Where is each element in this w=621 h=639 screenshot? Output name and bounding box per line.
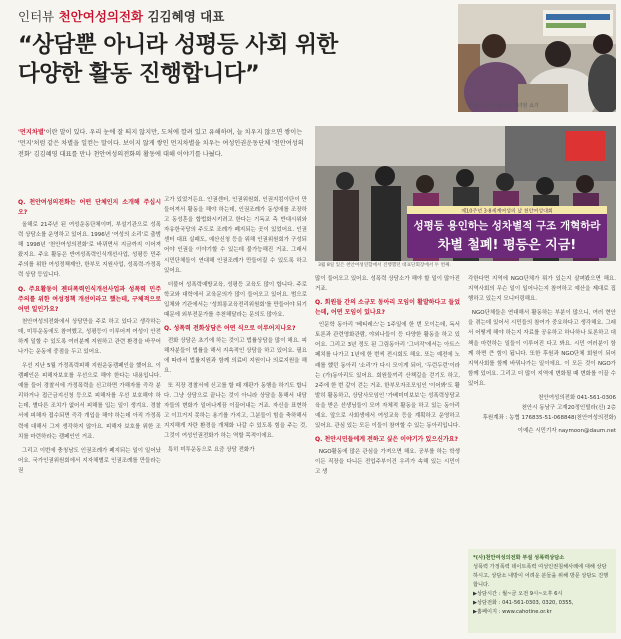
answer-paragraph: 우선 지난 5월 가정폭력피해 지원운동캠페인을 했어요. 이 캠페인은 피해자보호를 우선으로 해야 한다는 내용입니다. 예를 들어 경찰서에 가정폭력을 신고하면 가해자를 즉각 분리하거나 접근금지신청 등으로 피해자를 우선 보호해야 하는데, 별다른 조치가 없어서 피해를 입는 일이 생겨요. 경찰서에 피해자 접수되면 즉각 개입을 해야 하는데 아직 가정폭력에 대해서 그저 생각하지 않아요. 피해자 보호를 위한 조치를 마련하라는 캠페인인 거죠. <box>18 362 161 440</box>
interview-photo-caption: 인생 이유적, 동아니 자녀된 쇼기 <box>468 103 539 109</box>
answer-paragraph: 또 직장 경찰서에 신고를 할 때 재판가 동행을 하기도 합니다. 그냥 상담으로 끝나는 것이 아니라 상담을 통해서 내담자들의 변화가 일어나게끔 이끌어내는 거죠. 자신을 표현하고 이끄거지 못하는 용기를 가지고, 그분들이 힘을 축하해서 지지해게 자란 환경을 개체화 나갈 수 있도록 힘을 주는 것, 그것이 여성인권전화가 하는 역할 목적이에요. <box>164 382 307 439</box>
answer-paragraph: 고가 있었거든요. 인권센터, 인권위원회, 인권지킴이단이 만들어져서 활동을 해야 하는데, 인권조례가 동성애를 조장하고 동성혼을 합법화시키려고 한다는 기독교 측 반대시위와 자유한국당의 주도로 조례가 폐지되는 곳이 있었어요. 인권센터 대표 실패도, 예산신청 등을 위해 인권위원회가 구성되어야 인권을 이야기할 수 있는데 불가능해진 거죠. 그래서 시민단체들이 연대해 인권조례가 만들어질 수 있도록 하고 있어요. <box>164 197 307 274</box>
column-4 <box>468 274 616 436</box>
answer-paragraph: 그리고 이번에 충청남도 인권조례가 폐지되는 일이 일어났어요. 국가인권위원회에서 지자체별로 인권조례를 만들라는 권 <box>18 447 161 474</box>
question-5: Q. 천안시민들에게 전하고 싶은 이야기가 있으신가요? <box>315 436 459 444</box>
headline <box>18 31 338 89</box>
info-box-phone: ▶상담전화 : 041-561-0303, 0320, 0355, <box>473 600 574 606</box>
info-box <box>468 549 616 633</box>
rally-photo-image <box>315 126 616 261</box>
rally-photo-caption: 3월 8일 있은 천안여성연합에서 진행했던 대표단회장에서 두 번째. <box>318 263 451 268</box>
info-box-title: *(사)천안여성의전화 부설 성폭력상담소 <box>473 555 565 561</box>
interview-photo <box>458 4 616 112</box>
answer-paragraph: 많이 들어오고 있어요. 성폭력 상담소가 해야 할 일이 많아진 거죠. <box>315 276 460 293</box>
column-1 <box>18 195 161 480</box>
info-box-hours: ▶상담시간 : 월~금 오전 9시~오후 6시 <box>473 591 563 597</box>
headline-line-2: 다양한 활동 진행합니다” <box>18 61 260 87</box>
answer-paragraph: 각한다면 지역에 NGO단체가 뭐가 있는지 살펴봤으면 해요. 지역사회의 무슨 일이 일어나는지 참여하고 예산을 제대로 집행하고 있는지 모니터링해요. <box>468 276 616 303</box>
info-box-homepage: ▶홈페이지 : www.cahotine.or.kr <box>473 609 552 615</box>
answer-paragraph: 인문학 동아리 '베티레스'는 1주일에 한 번 모이는데, 독서토론과 관련영화관람, 야외나들이 등 다양한 활동을 하고 있어요. 그리고 3년 정도 된 그림동아리 '그녀작'에서는 아트스페치를 나가고 1년에 한 번씩 전시회도 해요. 또는 예전에 노래를 했던 동아리 '소리'가 다시 모이게 되어, '두런두런'이라는 (가)동아리도 있어요. 회원들끼리 산책길을 걷기도 하고, 2주에 한 번 같이 걷는 거죠. 한부모자조모임인 '이어봐'도 활발히 활동하고, 상담사모임인 '가베미미보보'는 성폭력상담교육을 받은 선생님들이 모여 자체적 활동을 하고 있는 동아리예요. 앞으로 사회생에서 여성교육 등을 계획하고 운영하고 있어요. 관심 있는 모든 이들이 참여할 수 있는 동아리입니다. <box>315 322 460 430</box>
answer-paragraph: 더불어 성폭력예방교육, 성평등 교육도 많이 합니다. 주로 학교와 대학에서 교육문의가 많이 들어오고 있어요. 범으로 입체와 기관에서는 '성희롱교육전리위원회'를 만들어야 되기 때문에 외부전문가를 추천해달라는 문의도 많아요. <box>164 281 307 319</box>
donation-account: 후원계좌 : 농협 176835-51-068848(천안여성의전화) <box>482 415 616 422</box>
interview-photo-image <box>458 4 616 112</box>
answer-paragraph: 전화 상담은 초기에 하는 것이고 법률상담을 많이 해요. 피해자분들이 법률을 해서 지속적인 상담을 하고 있어요. 필요에 따라서 법률지원과 함께 의료비 지원이나 의료지원을 해요. <box>164 338 307 375</box>
banner-top-text: 제10주년 3·8세계여성의 날 천안여성대회 <box>461 208 553 215</box>
question-3: Q. 성폭력 전화상담은 어떤 식으로 이루어지나요? <box>164 325 296 333</box>
banner-sub-text: 차별 철폐! 평등은 지금! <box>437 238 577 253</box>
kicker <box>18 7 224 25</box>
headline-line-1: “상담뿐 아니라 성평등 사회 위한 <box>18 32 338 58</box>
rally-photo <box>315 126 616 261</box>
answer-paragraph: NGO단체들은 연대해서 활동하는 부분이 많으니, 여러 현안을 겪는데 있어서 시민들의 참여가 중요하다고 생각해요. 그래서 어떻게 해야 하는지 자료를 공유하고 하나하나 토론하고 대책을 마련하는 일들이 이루어진 다고 봐요. 시민 여러분이 함께 하면 큰 힘이 됩니다. 또한 후원과 NGO단체 회원이 되어 지역사회를 함께 바꿔나가는 일이에요. 이 모든 것이 NGO가 함께 있어요. 그리고 더 많이 지역에 변화될 때 변화를 이끌 수 있어요. <box>468 310 616 387</box>
lead-paragraph <box>18 127 307 161</box>
answer-paragraph: NGO활동에 많은 관심을 가져으면 해요. 공부를 하는 학생이든 직장을 다니든 전업주부이건 우리가 속해 있는 시민이고 생 <box>315 449 460 476</box>
column-3 <box>315 274 460 482</box>
info-box-description: 성폭력 가정폭력 데이트폭력 여성인권침해사례에 대해 상담하시고, 상담소 내방이 어려운 분들을 위해 방문 상담도 진행합니다. <box>473 564 609 588</box>
column-2 <box>164 195 307 459</box>
answer-paragraph: 천안여성의전화에서 상담만을 주로 하고 있다고 생각하는데, 미투운동에도 참여했고, 성평등이 이루어져 여성이 안전하게 일할 수 있도록 여러분께 지원하고 관련 환경을 바꾸어나가는 운동에 중점을 두고 있어요. <box>18 318 161 355</box>
kicker-person: 김김혜영 대표 <box>147 9 225 24</box>
reporter-byline: 이예슨 시민기자 naymoon@daum.net <box>517 428 616 435</box>
banner-main-text: 성평등 용인하는 성차별적 구조 개혁하라 <box>413 220 601 232</box>
answer-paragraph: 특히 미투운동으로 요즘 상담 전화가 <box>167 447 255 454</box>
question-4: Q. 회원들 간의 소규모 동아리 모임이 활발하다고 들었는데, 어떤 모임이 있나요? <box>315 299 460 317</box>
lead-emphasis: '먼지차별' <box>18 129 46 136</box>
kicker-org: 천안여성의전화 <box>58 9 144 24</box>
question-2: Q. 주요활동이 젠더폭력인식개선사업과 성폭력 민주주의를 위한 여성정책 개선이라고 했는데, 구체적으로 어떤 일인가요? <box>18 285 161 313</box>
question-1: Q. 천안여성의전화는 어떤 단체인지 소개해 주십시오? <box>18 199 161 216</box>
contact-address: 천안시 동남구 고재20정인빌라(신) 2층 <box>521 405 616 412</box>
contact-phone: 천안여성의전화 041-561-0306 <box>538 395 616 402</box>
lead-text: 이란 말이 있다. 우리 눈에 잘 띄지 않지만, 도처에 깔려 있고 유해하며, 늘 치우지 않으면 쌓이는 '먼지'처럼 같은 차별을 일컫는 말이다. 보이지 않게 쌓인 먼지차별을 치우는 여성인권운동단체 '천안여성의전화' 김김혜영 대표를 만나 천안여성의전화의 활동에 대해 이야기를 나눴다. <box>18 129 304 159</box>
answer-paragraph: 올해로 21주년 된 여성운동단체이며, 부설기관으로 성폭력 상담소를 운영하고 있어요. 1996년 '여성의 소리'로 출범해 1998년 '천안여성의전화'로 바뀌면서 지금까지 이어져 왔지요. 주요 활동은 반여성폭력인식개선사업, 성평등 민주주의를 위한 여성정책제안, 한부모 지원사업, 성폭력·가정폭력 상담 등입니다. <box>18 222 161 279</box>
kicker-label: 인터뷰 <box>18 9 55 24</box>
